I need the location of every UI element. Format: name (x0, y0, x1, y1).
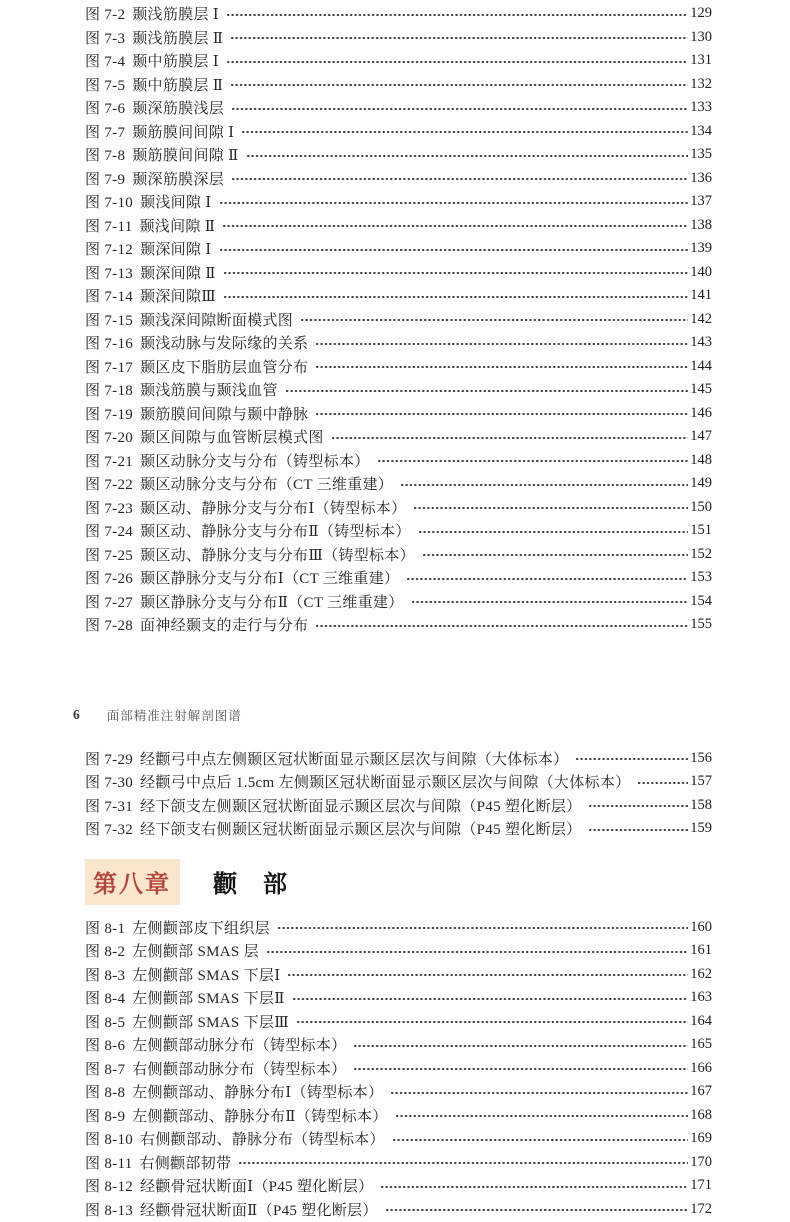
figure-title: 左侧颧部 SMAS 下层Ⅲ (132, 1014, 289, 1031)
chapter-heading (85, 859, 712, 905)
figure-title: 颞区皮下脂肪层血管分布 (140, 359, 309, 376)
page-number: 144 (690, 357, 712, 374)
toc-entry (85, 496, 712, 520)
page-number: 152 (690, 545, 712, 562)
toc-list-chapter7-second (85, 747, 712, 841)
page-number: 149 (690, 475, 712, 492)
toc-entry (85, 331, 712, 355)
header-page-number: 6 (73, 707, 80, 722)
figure-title: 颞深间隙 Ⅰ (140, 242, 212, 259)
dot-leader (277, 916, 688, 940)
figure-label: 图 8-8 (85, 1085, 126, 1102)
toc-list-chapter8 (85, 916, 712, 1222)
figure-title: 左侧颧部 SMAS 下层Ⅰ (132, 967, 281, 984)
figure-title: 经下颌支右侧颞区冠状断面显示颞区层次与间隙（P45 塑化断层） (140, 822, 582, 839)
page-number: 141 (690, 287, 712, 304)
figure-label: 图 7-6 (85, 101, 126, 118)
toc-entry (85, 770, 712, 794)
figure-label: 图 7-15 (85, 312, 134, 329)
figure-title: 颞筋膜间间隙与颞中静脉 (140, 406, 309, 423)
figure-label: 图 7-18 (85, 383, 134, 400)
page-number: 146 (690, 404, 712, 421)
toc-entry (85, 566, 712, 590)
page-number: 139 (690, 240, 712, 257)
page-number: 161 (690, 942, 712, 959)
page-number: 155 (690, 616, 712, 633)
figure-label: 图 7-2 (85, 7, 126, 24)
running-header (73, 707, 712, 724)
dot-leader (395, 1104, 689, 1128)
figure-title: 经颧骨冠状断面Ⅱ（P45 塑化断层） (140, 1202, 378, 1219)
dot-leader (222, 214, 688, 238)
page-number: 148 (690, 451, 712, 468)
toc-entry (85, 449, 712, 473)
page-number: 160 (690, 918, 712, 935)
page-number: 135 (690, 146, 712, 163)
page-number: 134 (690, 122, 712, 139)
page-number: 162 (690, 965, 712, 982)
dot-leader (377, 449, 689, 473)
figure-title: 颞浅筋膜层 Ⅰ (132, 7, 220, 24)
toc-entry (85, 167, 712, 191)
toc-entry (85, 190, 712, 214)
toc-entry (85, 747, 712, 771)
page-number: 167 (690, 1083, 712, 1100)
page-number: 133 (690, 99, 712, 116)
toc-entry (85, 261, 712, 285)
figure-title: 颞区间隙与血管断层模式图 (140, 430, 324, 447)
toc-entry (85, 939, 712, 963)
dot-leader (226, 2, 688, 26)
page-number: 157 (690, 773, 712, 790)
dot-leader (400, 472, 688, 496)
figure-title: 左侧颧部皮下组织层 (132, 920, 270, 937)
figure-title: 右侧颧部韧带 (139, 1155, 232, 1172)
toc-list-chapter7-first (85, 2, 712, 637)
page-number: 132 (690, 75, 712, 92)
dot-leader (411, 590, 689, 614)
figure-title: 颞中筋膜层 Ⅰ (132, 54, 220, 71)
toc-entry (85, 2, 712, 26)
dot-leader (223, 261, 688, 285)
figure-label: 图 7-31 (85, 798, 134, 815)
dot-leader (219, 237, 689, 261)
figure-title: 颞深筋膜深层 (132, 171, 225, 188)
figure-title: 右侧颧部动脉分布（铸型标本） (132, 1061, 347, 1078)
figure-label: 图 7-7 (85, 124, 126, 141)
page-number: 170 (690, 1153, 712, 1170)
page-number: 154 (690, 592, 712, 609)
dot-leader (266, 939, 688, 963)
dot-leader (241, 120, 688, 144)
toc-entry (85, 590, 712, 614)
toc-entry (85, 472, 712, 496)
page-number: 163 (690, 989, 712, 1006)
figure-label: 图 8-13 (85, 1202, 134, 1219)
figure-title: 颞深间隙 Ⅱ (140, 265, 216, 282)
figure-label: 图 7-14 (85, 289, 134, 306)
dot-leader (588, 817, 688, 841)
figure-title: 颞区动、静脉分支与分布Ⅰ（铸型标本） (140, 500, 407, 517)
toc-entry (85, 49, 712, 73)
figure-title: 颞浅动脉与发际缘的关系 (140, 336, 309, 353)
page-number: 137 (690, 193, 712, 210)
toc-entry (85, 143, 712, 167)
page-number: 138 (690, 216, 712, 233)
figure-label: 图 8-6 (85, 1038, 126, 1055)
dot-leader (219, 190, 689, 214)
figure-label: 图 7-10 (85, 195, 134, 212)
dot-leader (231, 167, 688, 191)
figure-label: 图 7-13 (85, 265, 134, 282)
figure-title: 颞区动、静脉分支与分布Ⅲ（铸型标本） (140, 547, 415, 564)
figure-title: 颞筋膜间间隙 Ⅰ (132, 124, 235, 141)
figure-label: 图 7-30 (85, 775, 134, 792)
page-number: 164 (690, 1012, 712, 1029)
toc-entry (85, 519, 712, 543)
figure-label: 图 7-27 (85, 594, 134, 611)
dot-leader (287, 963, 688, 987)
figure-label: 图 7-8 (85, 148, 126, 165)
page-number: 171 (690, 1177, 712, 1194)
toc-entry (85, 237, 712, 261)
toc-entry (85, 794, 712, 818)
figure-label: 图 7-22 (85, 477, 134, 494)
figure-title: 左侧颧部动脉分布（铸型标本） (132, 1038, 347, 1055)
figure-label: 图 7-32 (85, 822, 134, 839)
figure-label: 图 8-10 (85, 1132, 134, 1149)
figure-label: 图 7-19 (85, 406, 134, 423)
figure-label: 图 7-20 (85, 430, 134, 447)
toc-entry (85, 402, 712, 426)
figure-title: 颞浅筋膜层 Ⅱ (132, 30, 224, 47)
figure-title: 颞浅深间隙断面模式图 (140, 312, 294, 329)
toc-entry (85, 1151, 712, 1175)
page-number: 147 (690, 428, 712, 445)
page-number: 136 (690, 169, 712, 186)
dot-leader (223, 284, 688, 308)
toc-entry (85, 120, 712, 144)
figure-title: 经颧弓中点后 1.5cm 左侧颞区冠状断面显示颞区层次与间隙（大体标本） (140, 775, 631, 792)
figure-label: 图 7-5 (85, 77, 126, 94)
toc-entry (85, 817, 712, 841)
dot-leader (315, 355, 688, 379)
figure-label: 图 7-24 (85, 524, 134, 541)
dot-leader (315, 402, 688, 426)
dot-leader (353, 1057, 688, 1081)
page-number: 172 (690, 1200, 712, 1217)
figure-label: 图 7-17 (85, 359, 134, 376)
toc-content (73, 0, 712, 1221)
page-number: 130 (690, 28, 712, 45)
figure-label: 图 8-4 (85, 991, 126, 1008)
figure-label: 图 7-4 (85, 54, 126, 71)
dot-leader (575, 747, 688, 771)
figure-label: 图 8-7 (85, 1061, 126, 1078)
dot-leader (315, 613, 688, 637)
toc-entry (85, 1198, 712, 1222)
page-number: 156 (690, 749, 712, 766)
dot-leader (246, 143, 689, 167)
figure-label: 图 7-21 (85, 453, 134, 470)
figure-label: 图 8-3 (85, 967, 126, 984)
dot-leader (331, 425, 689, 449)
figure-title: 左侧颧部动、静脉分布Ⅱ（铸型标本） (132, 1108, 388, 1125)
figure-label: 图 8-2 (85, 944, 126, 961)
dot-leader (300, 308, 688, 332)
dot-leader (413, 496, 688, 520)
figure-title: 右侧颧部动、静脉分布（铸型标本） (140, 1132, 385, 1149)
figure-label: 图 7-16 (85, 336, 134, 353)
figure-title: 颞区动脉分支与分布（CT 三维重建） (140, 477, 394, 494)
page-number: 142 (690, 310, 712, 327)
figure-title: 颞区动、静脉分支与分布Ⅱ（铸型标本） (140, 524, 411, 541)
figure-label: 图 7-12 (85, 242, 134, 259)
page-number: 153 (690, 569, 712, 586)
chapter-title: 颧 部 (213, 871, 288, 898)
page-number: 166 (690, 1059, 712, 1076)
toc-entry (85, 1127, 712, 1151)
toc-entry (85, 425, 712, 449)
page-number: 143 (690, 334, 712, 351)
page-number: 169 (690, 1130, 712, 1147)
figure-label: 图 7-26 (85, 571, 134, 588)
toc-entry (85, 73, 712, 97)
figure-title: 颞浅筋膜与颞浅血管 (140, 383, 278, 400)
dot-leader (292, 986, 689, 1010)
dot-leader (238, 1151, 688, 1175)
toc-entry (85, 214, 712, 238)
figure-title: 颞区静脉分支与分布Ⅱ（CT 三维重建） (140, 594, 404, 611)
figure-title: 左侧颧部 SMAS 层 (132, 944, 259, 961)
figure-title: 左侧颧部动、静脉分布Ⅰ（铸型标本） (132, 1085, 384, 1102)
figure-label: 图 7-28 (85, 618, 134, 635)
figure-label: 图 8-12 (85, 1179, 134, 1196)
figure-title: 颞浅间隙 Ⅱ (139, 218, 216, 235)
dot-leader (230, 26, 688, 50)
toc-entry (85, 963, 712, 987)
dot-leader (315, 331, 688, 355)
figure-label: 图 8-9 (85, 1108, 126, 1125)
figure-title: 经下颌支左侧颞区冠状断面显示颞区层次与间隙（P45 塑化断层） (140, 798, 582, 815)
toc-entry (85, 26, 712, 50)
figure-title: 颞浅间隙 Ⅰ (140, 195, 212, 212)
figure-title: 颞深筋膜浅层 (132, 101, 225, 118)
figure-label: 图 7-9 (85, 171, 126, 188)
figure-title: 颞中筋膜层 Ⅱ (132, 77, 224, 94)
dot-leader (226, 49, 688, 73)
dot-leader (230, 73, 688, 97)
toc-entry (85, 1174, 712, 1198)
toc-entry (85, 308, 712, 332)
page-number: 151 (690, 522, 712, 539)
figure-title: 面神经颞支的走行与分布 (140, 618, 309, 635)
dot-leader (380, 1174, 688, 1198)
page-number: 168 (690, 1106, 712, 1123)
dot-leader (231, 96, 688, 120)
dot-leader (390, 1080, 688, 1104)
toc-entry (85, 378, 712, 402)
toc-entry (85, 1104, 712, 1128)
dot-leader (588, 794, 688, 818)
figure-title: 颞筋膜间间隙 Ⅱ (132, 148, 239, 165)
page-number: 140 (690, 263, 712, 280)
dot-leader (406, 566, 688, 590)
figure-label: 图 7-29 (85, 751, 134, 768)
figure-title: 颞区动脉分支与分布（铸型标本） (140, 453, 370, 470)
figure-title: 颞区静脉分支与分布Ⅰ（CT 三维重建） (140, 571, 400, 588)
figure-label: 图 8-11 (85, 1155, 133, 1172)
dot-leader (296, 1010, 688, 1034)
figure-label: 图 8-1 (85, 920, 126, 937)
dot-leader (422, 543, 688, 567)
toc-entry (85, 96, 712, 120)
figure-title: 经颧弓中点左侧颞区冠状断面显示颞区层次与间隙（大体标本） (140, 751, 569, 768)
toc-entry (85, 1010, 712, 1034)
figure-title: 左侧颧部 SMAS 下层Ⅱ (132, 991, 285, 1008)
toc-entry (85, 1057, 712, 1081)
page-number: 150 (690, 498, 712, 515)
header-book-title: 面部精准注射解剖图谱 (106, 709, 242, 723)
page-number: 165 (690, 1036, 712, 1053)
dot-leader (385, 1198, 689, 1222)
dot-leader (392, 1127, 688, 1151)
page-number: 131 (690, 52, 712, 69)
toc-entry (85, 613, 712, 637)
figure-label: 图 7-11 (85, 218, 133, 235)
toc-entry (85, 1080, 712, 1104)
dot-leader (637, 770, 688, 794)
toc-entry (85, 543, 712, 567)
dot-leader (418, 519, 689, 543)
figure-label: 图 7-25 (85, 547, 134, 564)
page-number: 159 (690, 820, 712, 837)
figure-label: 图 7-23 (85, 500, 134, 517)
figure-label: 图 8-5 (85, 1014, 126, 1031)
chapter-number-badge: 第八章 (85, 859, 180, 905)
figure-label: 图 7-3 (85, 30, 126, 47)
dot-leader (285, 378, 689, 402)
toc-entry (85, 355, 712, 379)
figure-title: 颞深间隙Ⅲ (140, 289, 217, 306)
page-number: 129 (690, 5, 712, 22)
toc-entry (85, 284, 712, 308)
page-number: 158 (690, 796, 712, 813)
toc-entry (85, 916, 712, 940)
toc-entry (85, 986, 712, 1010)
toc-entry (85, 1033, 712, 1057)
dot-leader (353, 1033, 688, 1057)
page-number: 145 (690, 381, 712, 398)
figure-title: 经颧骨冠状断面Ⅰ（P45 塑化断层） (140, 1179, 374, 1196)
